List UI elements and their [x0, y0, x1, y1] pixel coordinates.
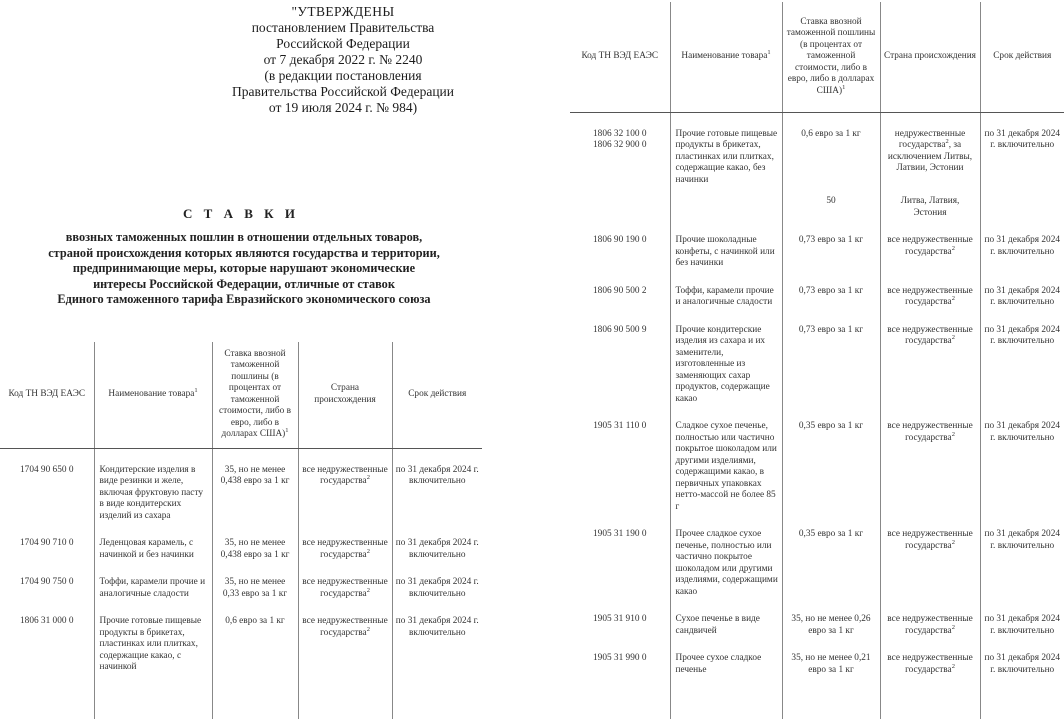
cell-country: [880, 421, 980, 513]
header-name: [670, 2, 782, 112]
cell-rate: 35, но не менее 0,438 евро за 1 кг: [212, 465, 298, 523]
country-exception: , за исключением Литвы, Латвии, Эстонии: [887, 140, 973, 173]
cell-term: по 31 декабря 2024 г. включительно: [980, 325, 1064, 406]
table-row: [570, 421, 1064, 513]
header-country: Страна происхождения: [880, 2, 980, 112]
code-line: 1806 32 900 0: [593, 140, 647, 150]
country-text: все недружественные государства: [302, 464, 388, 486]
header-rate: [782, 2, 880, 112]
subtitle-line: предпринимающие меры, которые нарушают экономические: [72, 261, 416, 275]
cell-name: Леденцовая карамель, с начинкой и без начинки: [94, 538, 212, 561]
cell-name: Прочие готовые пищевые продукты в брикетах, пластинках или плитках, содержащие какао, с начинкой: [94, 616, 212, 674]
cell-country: [880, 653, 980, 676]
cell-rate: 0,35 евро за 1 кг: [782, 529, 880, 598]
table-row: [570, 129, 1064, 187]
cell-name: Тоффи, карамели прочие и аналогичные сладости: [94, 577, 212, 600]
left-page: [0, 0, 482, 719]
header-rate-text: Ставка ввозной таможенной пошлины (в процентах от таможенной стоимости, либо в евро, либо в долларах США): [786, 16, 876, 96]
cell-term: по 31 декабря 2024 г. включительно: [980, 129, 1064, 187]
footnote-marker: 1: [194, 386, 198, 394]
cell-rate: 0,6 евро за 1 кг: [212, 616, 298, 674]
country-text: все недружественные государства: [887, 529, 973, 551]
country-text: все недружественные государства: [887, 324, 973, 346]
cell-name: Прочие готовые пищевые продукты в брикетах, пластинках или плитках, содержащие какао, без начинки: [670, 129, 782, 187]
cell-name: Кондитерские изделия в виде резинки и желе, включая фруктовую пасту в виде кондитерских изделий из сахара: [94, 465, 212, 523]
rates-table-left: [0, 342, 482, 719]
cell-term: по 31 декабря 2024 г. включительно: [392, 616, 482, 674]
table-row: [0, 577, 482, 600]
footnote-marker: 1: [285, 427, 289, 435]
cell-country: [880, 614, 980, 637]
table-row: [0, 538, 482, 561]
cell-rate: 35, но не менее 0,438 евро за 1 кг: [212, 538, 298, 561]
country-text: недружественные государства: [894, 128, 966, 150]
cell-code: 1905 31 990 0: [593, 653, 647, 663]
subtitle-line: Единого таможенного тарифа Евразийского экономического союза: [57, 292, 431, 306]
cell-code: 1806 90 190 0: [593, 235, 647, 245]
cell-term: по 31 декабря 2024 г. включительно: [392, 465, 482, 523]
header-name-text: Наименование товара: [681, 51, 768, 61]
cell-term: по 31 декабря 2024 г. включительно: [392, 577, 482, 600]
footnote-marker: 2: [951, 294, 955, 302]
rates-table-right: [570, 2, 1064, 719]
subtitle-line: ввозных таможенных пошлин в отношении отдельных товаров,: [65, 230, 423, 244]
header-country: Страна происхождения: [298, 342, 392, 448]
cell-code: 1806 90 500 9: [593, 324, 647, 335]
header-term: Срок действия: [392, 342, 482, 448]
cell-name: Сухое печенье в виде сандвичей: [670, 614, 782, 637]
approval-line: постановлением Правительства: [251, 20, 435, 35]
cell-code: 1704 90 710 0: [20, 538, 74, 548]
table-row: [570, 653, 1064, 676]
cell-term: по 31 декабря 2024 г. включительно: [980, 653, 1064, 676]
cell-code: [570, 129, 670, 187]
cell-name: Прочие шоколадные конфеты, с начинкой или без начинки: [670, 235, 782, 270]
cell-code: 1905 31 110 0: [593, 421, 647, 431]
footnote-marker: 2: [366, 586, 370, 594]
footnote-marker: 2: [951, 623, 955, 631]
right-page: [570, 0, 1064, 719]
table-row: [570, 235, 1064, 270]
footnote-marker: 2: [366, 625, 370, 633]
cell-rate: 50: [782, 186, 880, 219]
footnote-marker: 2: [951, 244, 955, 252]
cell-name: Прочее сладкое сухое печенье, полностью или частично покрытое шоколадом или другими изделиями, содержащими какао: [670, 529, 782, 598]
subtitle-line: страной происхождения которых являются государства и территории,: [48, 245, 440, 260]
country-text: все недружественные государства: [887, 235, 973, 257]
footnote-marker: 2: [366, 473, 370, 481]
table-row: [570, 286, 1064, 309]
table-row: [570, 614, 1064, 637]
header-code: Код ТН ВЭД ЕАЭС: [0, 342, 94, 448]
country-text: все недружественные государства: [887, 614, 973, 636]
cell-code: 1905 31 910 0: [593, 614, 647, 624]
header-term: Срок действия: [980, 2, 1064, 112]
header-code: Код ТН ВЭД ЕАЭС: [570, 2, 670, 112]
page-gutter: [482, 0, 570, 719]
footnote-marker: 2: [366, 547, 370, 555]
footnote-marker: 2: [951, 333, 955, 341]
footnote-marker: 2: [945, 137, 949, 145]
approval-line: от 7 декабря 2022 г. № 2240: [263, 52, 423, 67]
cell-rate: 0,6 евро за 1 кг: [782, 129, 880, 187]
subtitle-line: интересы Российской Федерации, отличные от ставок: [93, 276, 395, 291]
cell-name: Тоффи, карамели прочие и аналогичные сладости: [670, 286, 782, 309]
header-name-text: Наименование товара: [108, 389, 195, 399]
cell-term: по 31 декабря 2024 г. включительно: [980, 421, 1064, 513]
cell-country: [880, 235, 980, 270]
header-rate-text: Ставка ввозной таможенной пошлины (в процентах от таможенной стоимости, либо в евро, либо в долларах США): [219, 348, 291, 440]
table-row: [570, 529, 1064, 598]
country-text: все недружественные государства: [302, 538, 388, 560]
cell-name: Сладкое сухое печенье, полностью или частично покрытое шоколадом или другими изделиями, содержащими какао, в первичных упаковках нетто-массой не более 85 г: [670, 421, 782, 513]
cell-country: [298, 577, 392, 600]
cell-rate: 0,73 евро за 1 кг: [782, 286, 880, 309]
country-text: все недружественные государства: [302, 616, 388, 638]
table-row: [570, 325, 1064, 406]
footnote-marker: 2: [951, 662, 955, 670]
country-text: все недружественные государства: [887, 421, 973, 443]
cell-term: по 31 декабря 2024 г. включительно: [392, 538, 482, 561]
approval-line: Правительства Российской Федерации: [232, 84, 454, 99]
footnote-marker: 2: [951, 430, 955, 438]
approval-line: (в редакции постановления: [264, 68, 422, 83]
approval-line: "УТВЕРЖДЕНЫ: [291, 4, 395, 19]
cell-code: 1704 90 750 0: [20, 577, 74, 587]
cell-term: по 31 декабря 2024 г. включительно: [980, 286, 1064, 309]
cell-country: [298, 538, 392, 561]
cell-rate: 0,73 евро за 1 кг: [782, 325, 880, 406]
table-row: [0, 616, 482, 674]
country-text: все недружественные государства: [302, 577, 388, 599]
cell-rate: 35, но не менее 0,33 евро за 1 кг: [212, 577, 298, 600]
cell-country: [298, 465, 392, 523]
footnote-marker: 2: [951, 538, 955, 546]
table-sub-row: [570, 186, 1064, 219]
approval-line: от 19 июля 2024 г. № 984): [268, 100, 418, 115]
document-subtitle: [14, 230, 474, 308]
cell-country: [880, 529, 980, 598]
country-text: все недружественные государства: [887, 285, 973, 307]
document-title: С Т А В К И: [183, 206, 299, 221]
table-row: [0, 465, 482, 523]
header-name: [94, 342, 212, 448]
cell-rate: 35, но не менее 0,26 евро за 1 кг: [782, 614, 880, 637]
cell-code: 1806 90 500 2: [593, 285, 647, 296]
cell-name: Прочие кондитерские изделия из сахара и их заменители, изготовленные из заменяющих сахар продуктов, содержащие какао: [670, 325, 782, 406]
approval-block: [200, 4, 482, 116]
cell-rate: 0,35 евро за 1 кг: [782, 421, 880, 513]
cell-code: 1806 31 000 0: [20, 616, 74, 626]
cell-rate: 0,73 евро за 1 кг: [782, 235, 880, 270]
cell-code: 1704 90 650 0: [20, 464, 74, 475]
code-line: 1806 32 100 0: [593, 128, 647, 139]
cell-country: [880, 129, 980, 187]
cell-term: по 31 декабря 2024 г. включительно: [980, 529, 1064, 598]
cell-term: по 31 декабря 2024 г. включительно: [980, 614, 1064, 637]
cell-name: Прочее сухое сладкое печенье: [670, 653, 782, 676]
cell-country: [880, 286, 980, 309]
cell-term: по 31 декабря 2024 г. включительно: [980, 235, 1064, 270]
approval-line: Российской Федерации: [276, 36, 410, 51]
country-text: все недружественные государства: [887, 653, 973, 675]
cell-country: [880, 325, 980, 406]
cell-code: 1905 31 190 0: [593, 529, 647, 539]
cell-country: Литва, Латвия, Эстония: [880, 186, 980, 219]
footnote-marker: 1: [842, 83, 846, 91]
cell-rate: 35, но не менее 0,21 евро за 1 кг: [782, 653, 880, 676]
header-rate: [212, 342, 298, 448]
cell-country: [298, 616, 392, 674]
footnote-marker: 1: [767, 48, 771, 56]
